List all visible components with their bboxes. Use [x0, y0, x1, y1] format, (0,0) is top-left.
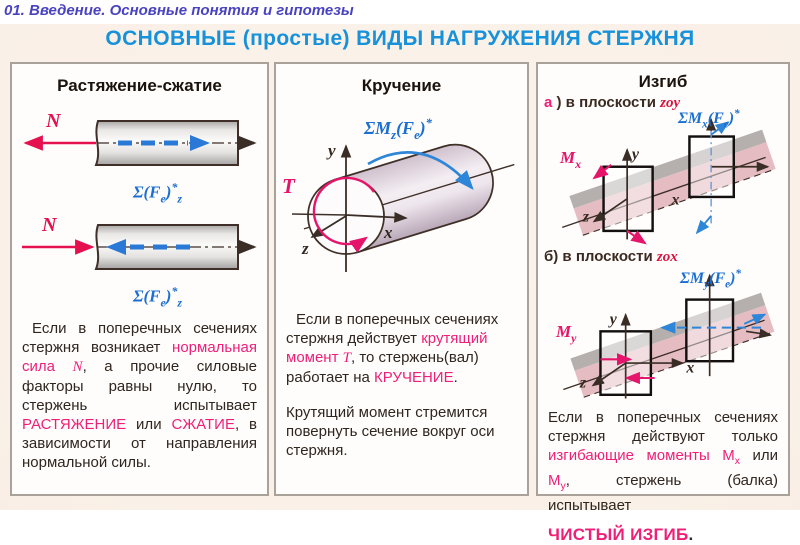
panel-torsion: [274, 62, 529, 496]
moment-arrow-down: [697, 216, 711, 233]
beam-zoy-drawing: [538, 112, 788, 246]
torsion-moment-sum-label: $\Sigma M_z(F_e)^*$: [364, 116, 432, 142]
y-axis-label: y: [328, 141, 336, 160]
mx-label: $M_x$: [560, 148, 582, 171]
pure-bending-label: ЧИСТЫЙ ИЗГИБ.: [548, 525, 694, 545]
y-axis-label: y: [631, 146, 639, 164]
panel-bending: [536, 62, 790, 545]
my-label: $M_y$: [556, 322, 577, 345]
bending-header: Изгиб: [638, 72, 688, 91]
tension-header: Растяжение-сжатие: [57, 76, 222, 95]
x-axis-label: x: [384, 223, 393, 242]
tension-diagram-bottom: [12, 210, 267, 284]
torsion-description-2: Крутящий момент стремится повернуть сечение вокруг оси стержня.: [286, 404, 495, 459]
bending-case-a-caption: а ) в плоскости zoy: [544, 94, 681, 111]
bending-a-moment-sum-label: $\Sigma M_x(F_e)^*$: [678, 108, 740, 131]
top-strip: [0, 0, 800, 24]
torsion-diagram: [276, 114, 527, 284]
y-axis-label: y: [609, 310, 617, 328]
page-title: ОСНОВНЫЕ (простые) ВИДЫ НАГРУЖЕНИЯ СТЕРЖНЯ: [105, 27, 695, 50]
breadcrumb: 01. Введение. Основные понятия и гипотезы: [4, 2, 354, 19]
left-cross-section: [604, 167, 653, 231]
torsion-description-1: Если в поперечных сечениях стержня действует крутящий момент T, то стержень(вал) работает на КРУЧЕНИЕ.: [286, 311, 499, 386]
z-axis-label: z: [302, 239, 309, 258]
tension-description: Если в поперечных сечениях стержня возникает нормальная сила N, а прочие силовые факторы равны нулю, то стержень испытывает РАСТЯЖЕНИЕ или СЖАТИЕ, в зависимости от направления нормальной силы.: [22, 319, 257, 471]
torsion-header: Кручение: [361, 76, 442, 95]
tension-diagram-top: [12, 106, 267, 180]
forces-sum-label-top: $\Sigma(F_e)^*_z$: [132, 180, 183, 206]
z-axis-label: z: [582, 208, 590, 226]
bending-b-moment-sum-label: $\Sigma M_y(F_e)^*$: [680, 268, 741, 291]
bending-diagram-b: [538, 266, 788, 406]
horizontal-axis-line: [292, 214, 346, 215]
mx-arrow-lower: [627, 231, 645, 243]
forces-sum-label-bottom: $\Sigma(F_e)^*_z$: [132, 284, 183, 310]
bending-case-b-caption: б) в плоскости zox: [544, 248, 678, 265]
normal-force-label: N: [46, 110, 61, 132]
panel-tension-compression: [10, 62, 269, 496]
bending-description: Если в поперечных сечениях стержня действуют только изгибающие моменты $M_x$ или $M_y$, стержень (балка) испытывает: [548, 409, 778, 515]
x-axis-label: x: [686, 359, 695, 377]
torque-label: T: [282, 174, 295, 198]
bending-diagram-a: [538, 108, 788, 246]
beam-group: [555, 293, 775, 403]
normal-force-label: N: [42, 214, 57, 237]
x-axis-label: x: [671, 191, 680, 209]
z-axis-label: z: [579, 374, 587, 392]
